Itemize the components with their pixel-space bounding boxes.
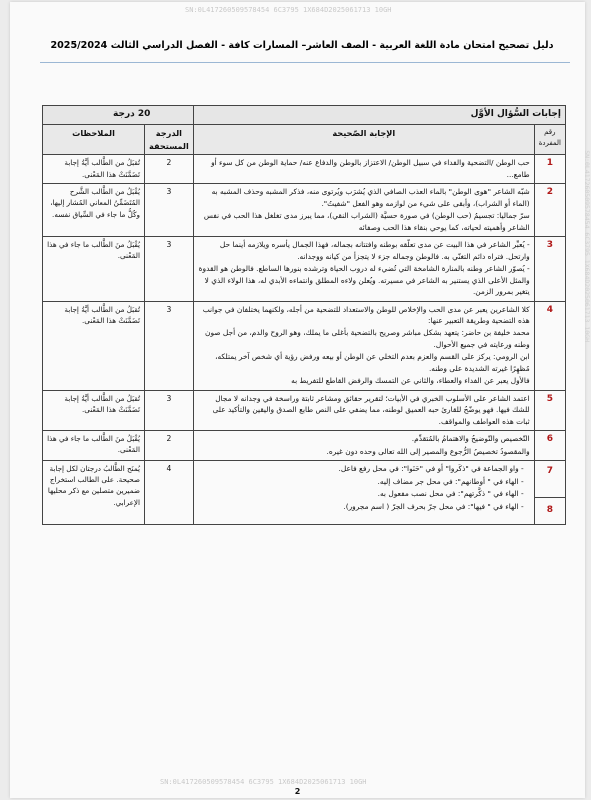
item-number-secondary: 8 xyxy=(535,497,565,524)
table-row xyxy=(43,184,566,237)
answer-line: - الهاء في " فيها": في محل جرّ بحرف الجرّ ( اسم مجرور). xyxy=(343,501,524,511)
item-number: 5 xyxy=(534,390,565,430)
grade-cell: 2 xyxy=(145,155,194,184)
serial-watermark-top: SN:0L417260509578454 6C3795 1X684D2025061713 10GH xyxy=(185,6,392,14)
answer-line: فالأول يعبر عن الفداء والعطاء، والثاني عن التمسك والرفض القاطع للتفريط به xyxy=(291,376,530,386)
answer-line: - واو الجماعة في "ذكَروا" أو في "حَنَوا": في محل رفع فاعل. xyxy=(338,464,524,474)
answer-cell xyxy=(193,301,534,390)
answer-line: محمد خليفة بن حاضر: يتعهد بشكل مباشر وصريح بالتضحية بأغلى ما يملك، وهو الروح والدم، من أجل صون وطنه ورعايته في جميع الأحوال. xyxy=(205,328,530,349)
answer-line: - يُصوّر الشاعر وطنه بالمنارة الشامخة التي تُضيء له دروب الحياة وترشده بنورها الساطع. فالوطن هو القدوة والمثل الأعلى الذي يستنير به الشاعر في مسيرته. ويُعلن ولاءه المطلق وانتماءه الأبدي له، هذا الولاء الذي لا يتغير بمرور الزمن. xyxy=(198,264,530,297)
answer-cell xyxy=(193,431,534,461)
answer-line: ابن الرومي: يركز على القسم والعزم بعدم التخلي عن الوطن أو بيعه ورفض رؤية أي شخص آخر يمتلكه، مُظهِرًا غيرته الشديدة على وطنه. xyxy=(215,352,530,373)
item-number: 7 xyxy=(546,466,553,477)
grade-cell: 3 xyxy=(145,301,194,390)
item-number: 6 xyxy=(534,431,565,461)
answer-line: التّخصيص والتّوضيحُ والاهتمامُ بالمُتقدِّم. xyxy=(411,434,530,444)
notes-cell: يُمنَح الطَّالبُ درجتان لكل إجابة صحيحة. على الطالب استخراج ضميرين متصلين مع ذكر محليها الإعرابي. xyxy=(43,461,145,525)
answer-line: كلا الشاعرين يعبر عن مدى الحب والإخلاص للوطن والاستعداد للتضحية من أجله، ولكنهما يختلفان في جوانب هذه التضحية وطريقة التعبير عنها: xyxy=(202,304,530,325)
item-number: 1 xyxy=(534,155,565,184)
notes-cell: يُقْبَلُ منَ الطَّالب ما جاء في هذا المَعْنى. xyxy=(43,431,145,461)
item-number: 2 xyxy=(534,184,565,237)
table-row xyxy=(43,301,566,390)
answer-line: - الهاء في " ذكَّرتهم": في محل نصب مفعول به. xyxy=(377,489,524,499)
answer-line: - يُعبِّر الشاعر في هذا البيت عن مدى تعلّقه بوطنه وافتتانه بجماله، فهذا الجمال يأسره ويلازمه أينما حل وارتحل. فتراه دائم التغنّي به. فالوطن وجماله جزء لا يتجزأ من كيانه ووجدانه. xyxy=(219,240,530,261)
answer-cell xyxy=(193,390,534,430)
answer-cell xyxy=(193,237,534,301)
notes-cell: تُقبَلُ من الطَّالب أيَّةُ إجابة تَضَمَّنَتْ هذا المَعْنى. xyxy=(43,390,145,430)
table-row xyxy=(43,461,566,525)
title-divider xyxy=(40,62,570,63)
serial-watermark-side: SN:0L417260509578454 6C3795 1X684D2025061713 10GH xyxy=(583,150,591,342)
header-notes: الملاحظات xyxy=(43,124,145,154)
answer-line: شبّه الشاعر "هوى الوطن" بالماء العذب الصافي الذي يُشرَب ويُرتوى منه، فذكر المشبه وحذف المشبه به (الماء أو الشراب)، وأبقى على شيء من لوازمه وهو الفعل "شفيتُ". xyxy=(211,187,530,208)
document-page xyxy=(10,2,591,798)
table-row xyxy=(43,237,566,301)
header-correct-answer: الإجابة الصّحيحة xyxy=(193,124,534,154)
notes-cell: يُقْبَلُ من الطَّالب الشَّرح المُتَضَمِّنُ المعاني المُشار إليها، وكُلُّ ما جاء في السِّياق نفسه. xyxy=(43,184,145,237)
notes-cell: تُقبَلُ من الطَّالب أيَّةُ إجابة تَضَمَّنَتْ هذا المَعْنى. xyxy=(43,155,145,184)
answer-line: حب الوطن /التضحية والفداء في سبيل الوطن/ الاعتزاز بالوطن والدفاع عنه/ حماية الوطن من كل سوء أو طامع... xyxy=(211,158,530,179)
section-points: 20 درجة xyxy=(43,106,194,125)
table-header-row xyxy=(43,124,566,154)
item-number: 4 xyxy=(534,301,565,390)
answer-line: اعتمد الشاعر على الأسلوب الخبري في الأبيات؛ لتقرير حقائق ومشاعر ثابتة وراسخة في وجدانه لا مجال للشك فيها. فهو يوضّحُ للقارئ حبه العميق لوطنه، مما يضفي على النص طابع الصدق واليقين والتأكيد على ثبات هذه العواطف والمواقف. xyxy=(212,393,530,426)
document-title: دليل تصحيح امتحان مادة اللغة العربية - الصف العاشر– المسارات كافة - الفصل الدراسي الثالث 2025/2024 xyxy=(50,40,554,51)
grade-cell: 3 xyxy=(145,184,194,237)
page-number: 2 xyxy=(294,787,301,796)
section-title: إجابات السُّؤال الأوَّل xyxy=(193,106,565,125)
answer-cell xyxy=(193,461,534,525)
item-number-cell xyxy=(534,461,565,525)
serial-watermark-bottom: SN:0L417260509578454 6C3795 1X684D2025061713 10GH xyxy=(160,778,367,786)
answer-cell xyxy=(193,184,534,237)
answer-line: سرّ جماليا: تجسيمُ (حب الوطن) في صورة حسيَّة (الشراب النقي)، مما يبرز مدى تغلغل هذا الحب في نفس الشاعر وأهميته لحياته، كما يوحي بنقاء هذا الحب وصفائه xyxy=(203,211,530,232)
grade-cell: 3 xyxy=(145,237,194,301)
header-grade: الدرجة المستحقة xyxy=(145,124,194,154)
item-number: 3 xyxy=(534,237,565,301)
header-item-number: رقم المفردة xyxy=(534,124,565,154)
notes-cell: يُقْبَلُ منَ الطَّالب ما جاء في هذا المَعْنى. xyxy=(43,237,145,301)
answer-line: - الهاء في " أوطانهم": في محل جر مضاف إليه. xyxy=(377,476,524,486)
answer-cell xyxy=(193,155,534,184)
table-row xyxy=(43,390,566,430)
section-title-row xyxy=(43,106,566,125)
answers-table xyxy=(42,105,566,525)
grade-cell: 3 xyxy=(145,390,194,430)
answer-line: والمقصودُ تخصيصُ الرُّجوع والمصير إلى الله تعالى وحده دون غيره. xyxy=(326,446,530,456)
notes-cell: تُقبَلُ من الطَّالب أيَّةُ إجابة تَضَمَّنَتْ هذا المَعْنى. xyxy=(43,301,145,390)
table-row xyxy=(43,431,566,461)
table-row xyxy=(43,155,566,184)
grade-cell: 4 xyxy=(145,461,194,525)
grade-cell: 2 xyxy=(145,431,194,461)
